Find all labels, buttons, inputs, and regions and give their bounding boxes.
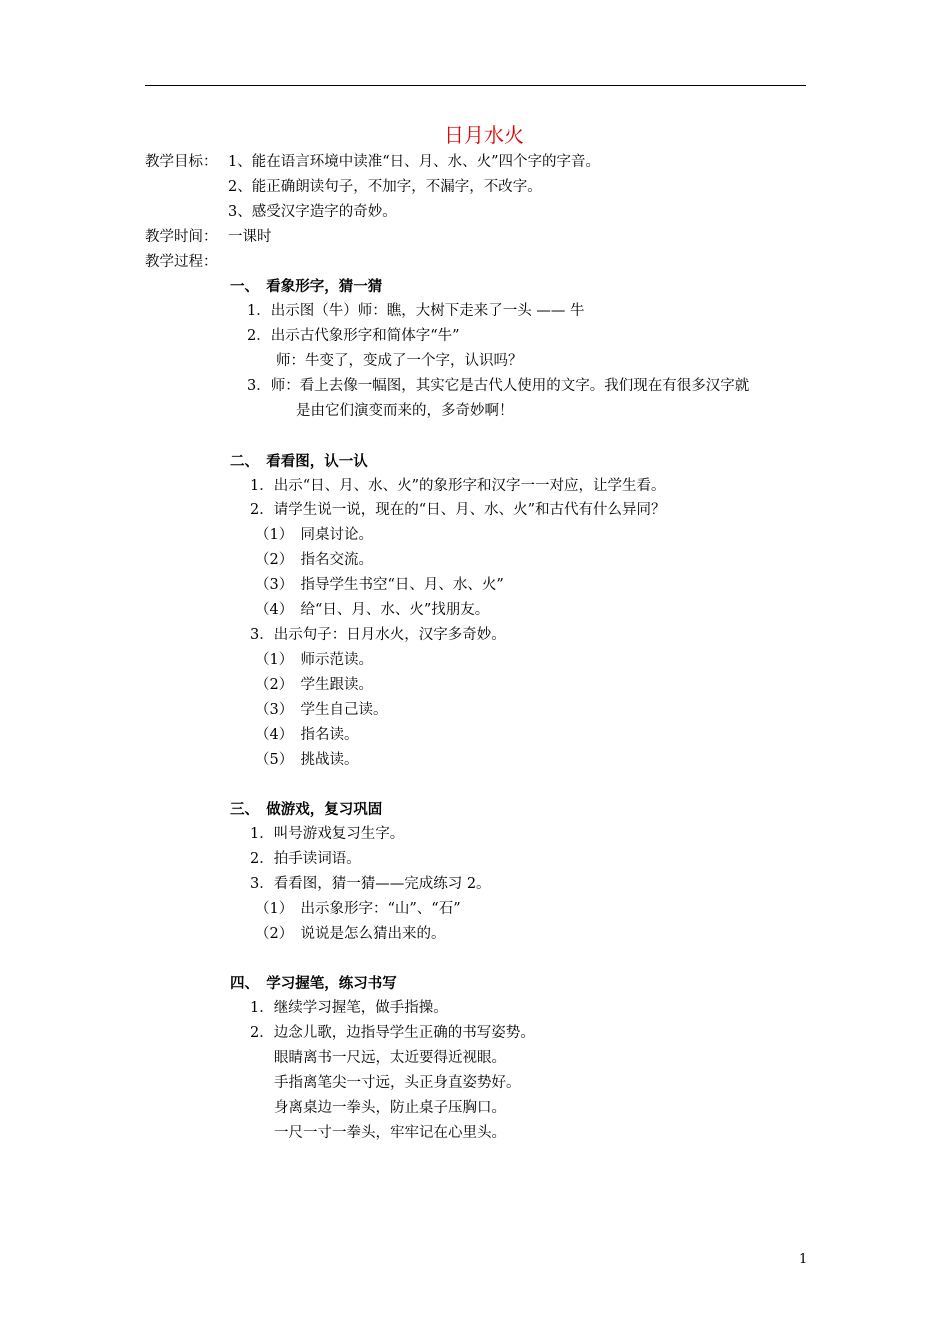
section-line: 3．看看图，猜一猜——完成练习 2。: [250, 876, 491, 892]
section-line: （4） 给“日、月、水、火”找朋友。: [255, 602, 490, 618]
section-line: （1） 师示范读。: [255, 652, 373, 668]
section-line: 2．请学生说一说，现在的“日、月、水、火”和古代有什么异同？: [250, 502, 666, 518]
section-line: （3） 学生自己读。: [255, 702, 388, 718]
section-line: （1） 出示象形字：“山”、“石”: [255, 901, 461, 917]
section-line: 2．出示古代象形字和简体字“牛”: [247, 328, 460, 344]
objective-item: 1、能在语言环境中读准“日、月、水、火”四个字的字音。: [228, 154, 601, 170]
section-line: 师：牛变了，变成了一个字，认识吗？: [276, 353, 523, 369]
section-line: 手指离笔尖一寸远，头正身直姿势好。: [274, 1075, 521, 1091]
time-label: 教学时间：: [145, 229, 218, 245]
section-line: 2．拍手读词语。: [250, 851, 361, 867]
section-line: （5） 挑战读。: [255, 752, 359, 768]
page-number: 1: [799, 1252, 808, 1267]
document-title: 日月水火: [444, 123, 524, 147]
objectives-label: 教学目标：: [145, 154, 218, 170]
section-heading: 二、 看看图，认一认: [230, 453, 368, 470]
section-line: 2．边念儿歌，边指导学生正确的书写姿势。: [250, 1025, 535, 1041]
section-line: 1．继续学习握笔，做手指操。: [250, 1000, 448, 1016]
section-line: （3） 指导学生书空“日、月、水、火”: [255, 577, 504, 593]
section-line: 一尺一寸一拳头，牢牢记在心里头。: [274, 1125, 506, 1141]
section-line: 身离桌边一拳头，防止桌子压胸口。: [274, 1100, 506, 1116]
section-line: （4） 指名读。: [255, 727, 359, 743]
header-rule: [145, 85, 806, 86]
section-line: （1） 同桌讨论。: [255, 527, 373, 543]
section-line: （2） 说说是怎么猜出来的。: [255, 926, 446, 942]
section-line: （2） 指名交流。: [255, 552, 373, 568]
section-heading: 一、 看象形字，猜一猜: [230, 278, 383, 295]
section-line: 1．叫号游戏复习生字。: [250, 826, 405, 842]
time-value: 一课时: [228, 229, 272, 245]
section-line: （2） 学生跟读。: [255, 677, 373, 693]
objective-item: 2、能正确朗读句子，不加字，不漏字，不改字。: [228, 179, 542, 195]
section-line: 眼睛离书一尺远，太近要得近视眼。: [274, 1050, 506, 1066]
section-line: 是由它们演变而来的，多奇妙啊！: [296, 403, 514, 419]
section-line: 3．师：看上去像一幅图，其实它是古代人使用的文字。我们现在有很多汉字就: [247, 378, 750, 394]
section-heading: 四、 学习握笔，练习书写: [230, 975, 397, 992]
objective-item: 3、感受汉字造字的奇妙。: [228, 204, 397, 220]
section-line: 1．出示“日、月、水、火”的象形字和汉字一一对应，让学生看。: [250, 478, 666, 494]
section-heading: 三、 做游戏，复习巩固: [230, 801, 383, 818]
process-label: 教学过程：: [145, 254, 218, 270]
section-line: 1．出示图（牛）师：瞧，大树下走来了一头 —— 牛: [247, 303, 585, 319]
section-line: 3．出示句子：日月水火，汉字多奇妙。: [250, 627, 506, 643]
